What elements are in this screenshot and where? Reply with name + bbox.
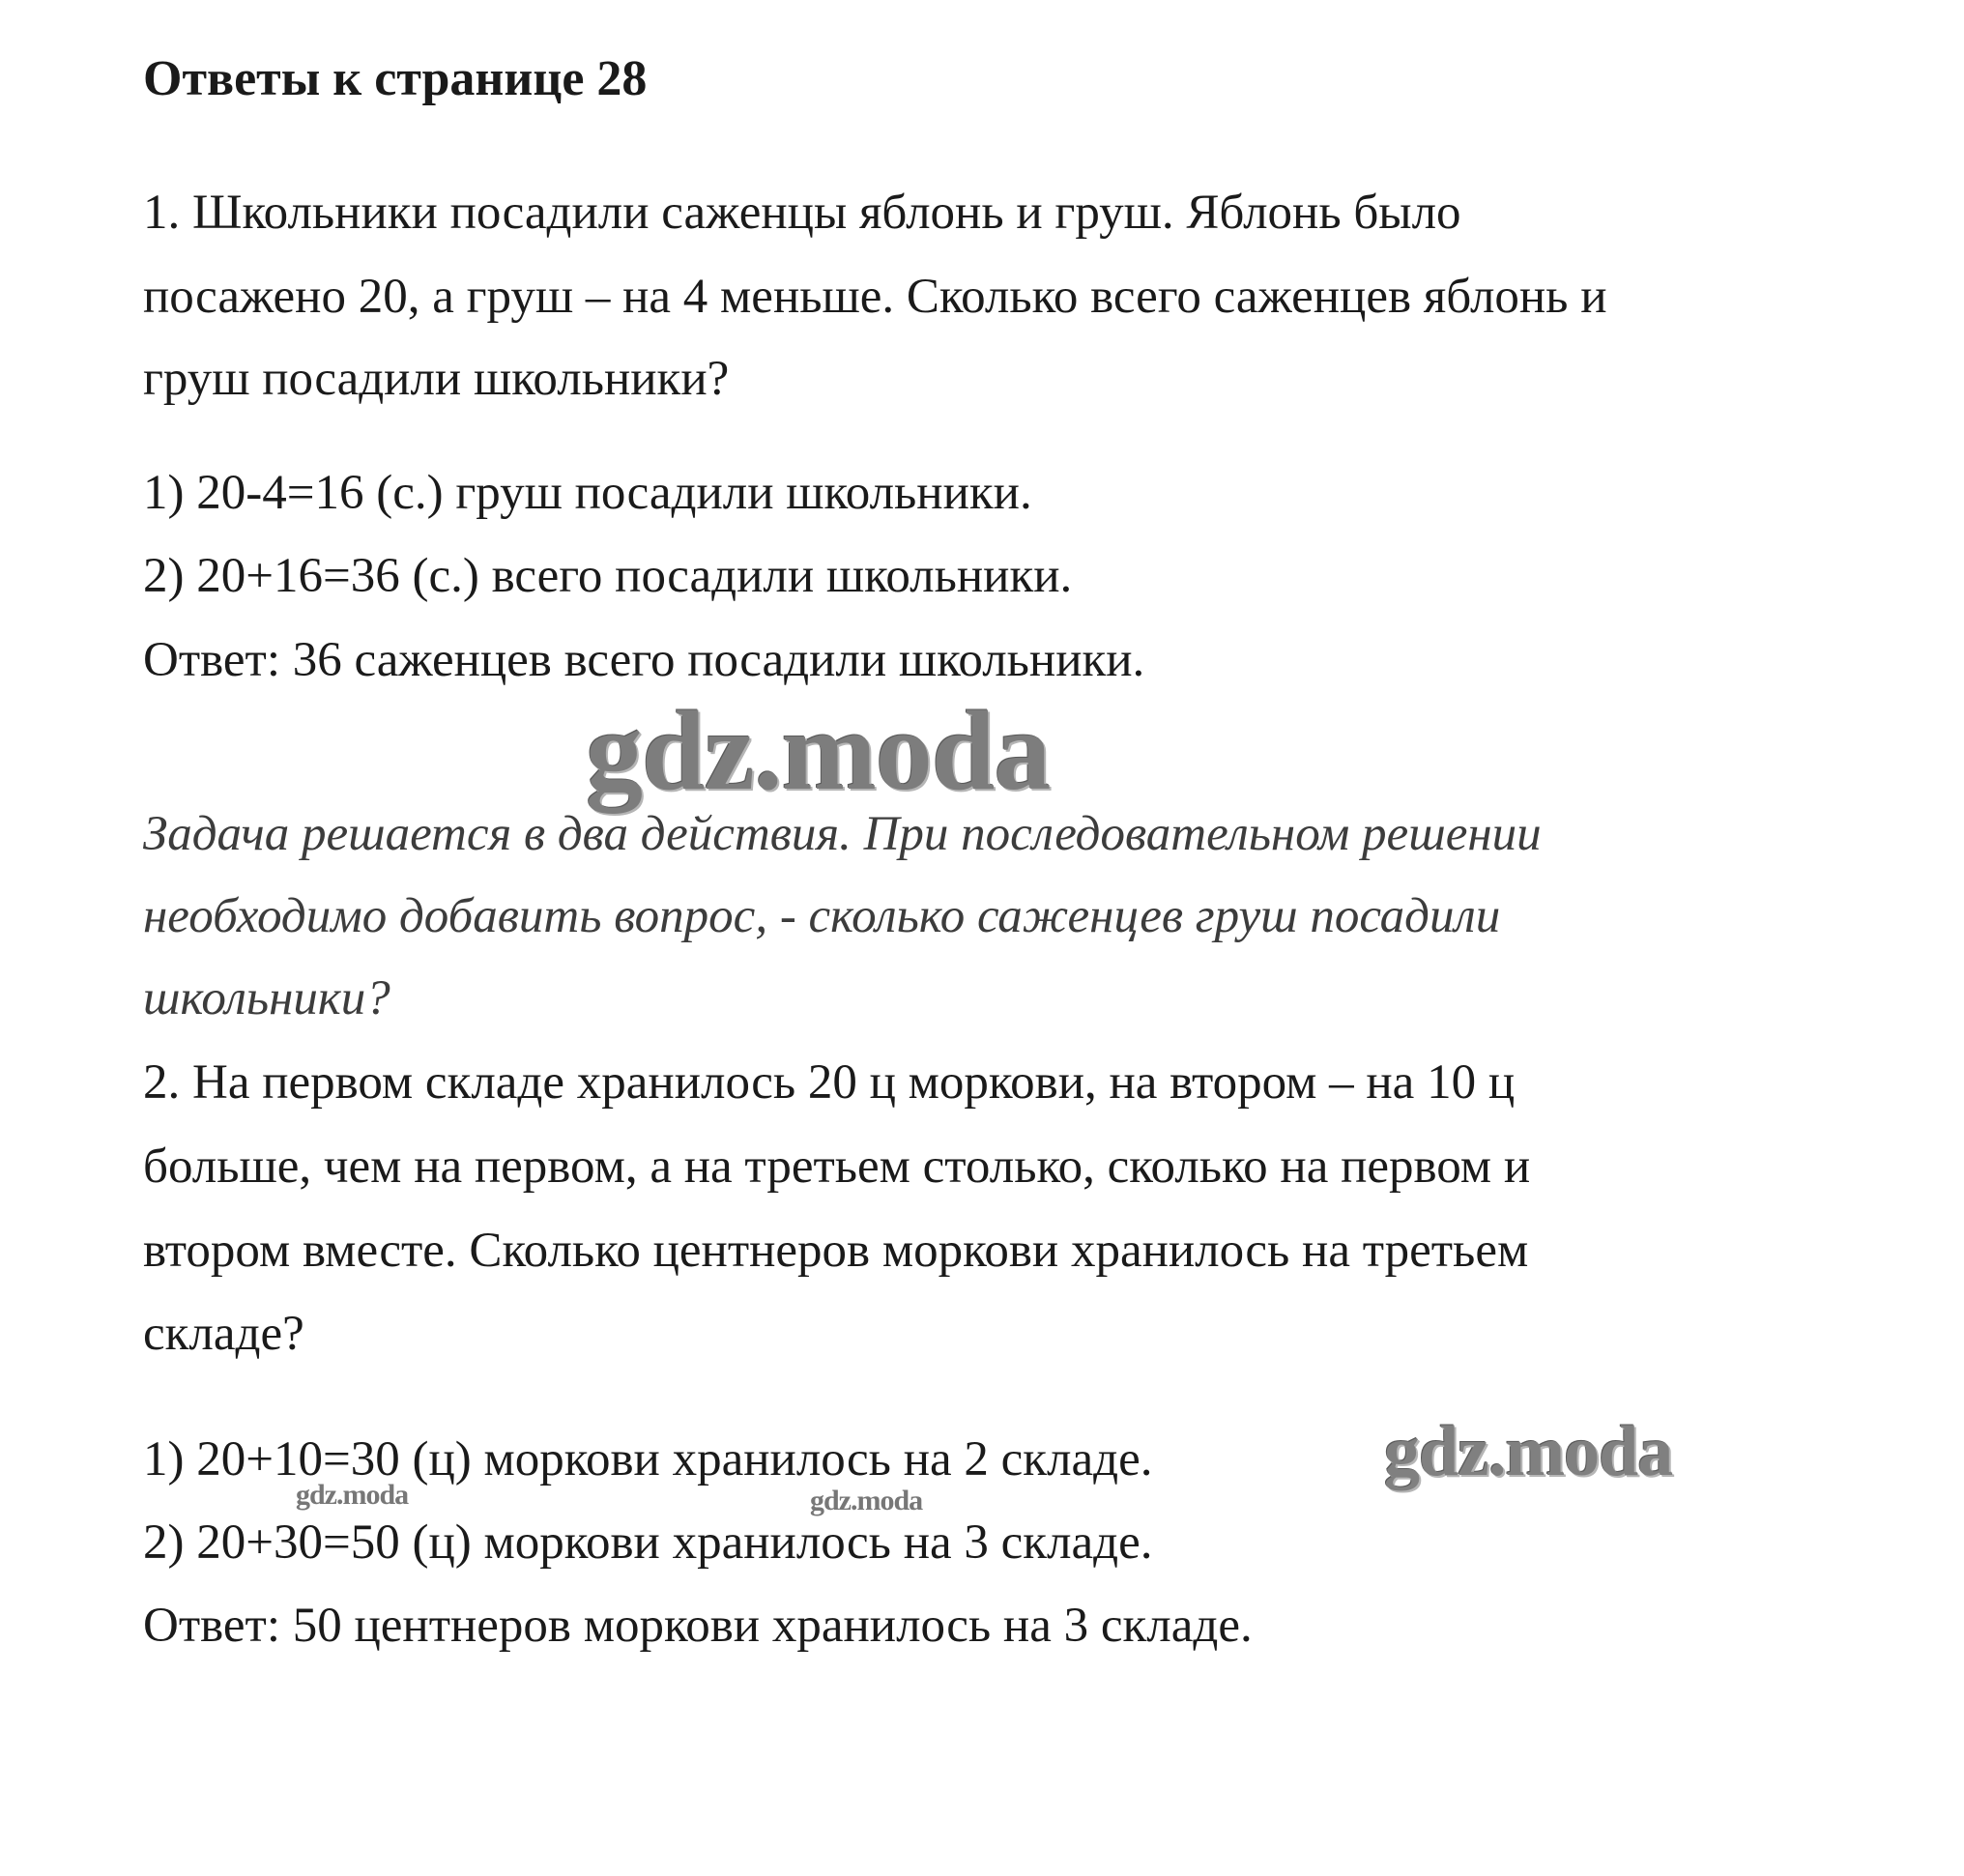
watermark-logo-small-1: gdz.moda xyxy=(296,1479,409,1511)
watermark-logo-small-2: gdz.moda xyxy=(810,1485,923,1516)
task2-problem-line-4: складе? xyxy=(143,1307,304,1361)
task1-note-line-3: школьники? xyxy=(143,971,390,1025)
watermark-logo-large: gdz.moda xyxy=(586,687,1051,814)
task2-step-2: 2) 20+30=50 (ц) моркови хранилось на 3 складе. xyxy=(143,1515,1153,1570)
task2-answer: Ответ: 50 центнеров моркови хранилось на 3 складе. xyxy=(143,1599,1253,1653)
watermark-logo-medium: gdz.moda xyxy=(1384,1412,1673,1491)
task1-answer: Ответ: 36 саженцев всего посадили школьники. xyxy=(143,633,1145,687)
page-title: Ответы к странице 28 xyxy=(143,51,648,106)
task2-problem-line-1: 2. На первом складе хранилось 20 ц моркови, на втором – на 10 ц xyxy=(143,1055,1516,1110)
task1-note-line-2: необходимо добавить вопрос, - сколько саженцев груш посадили xyxy=(143,889,1501,943)
task2-problem-line-3: втором вместе. Сколько центнеров моркови хранилось на третьем xyxy=(143,1224,1529,1278)
task1-problem-line-2: посажено 20, а груш – на 4 меньше. Сколько всего саженцев яблонь и xyxy=(143,270,1607,324)
task1-note-line-1: Задача решается в два действия. При последовательном решении xyxy=(143,807,1542,861)
task1-step-2: 2) 20+16=36 (с.) всего посадили школьники. xyxy=(143,549,1073,603)
task2-problem-line-2: больше, чем на первом, а на третьем столько, сколько на первом и xyxy=(143,1140,1531,1194)
task1-problem-line-3: груш посадили школьники? xyxy=(143,352,730,406)
task1-problem-line-1: 1. Школьники посадили саженцы яблонь и груш. Яблонь было xyxy=(143,186,1461,240)
task1-step-1: 1) 20-4=16 (с.) груш посадили школьники. xyxy=(143,466,1032,520)
task2-step-1: 1) 20+10=30 (ц) моркови хранилось на 2 складе. xyxy=(143,1432,1153,1486)
